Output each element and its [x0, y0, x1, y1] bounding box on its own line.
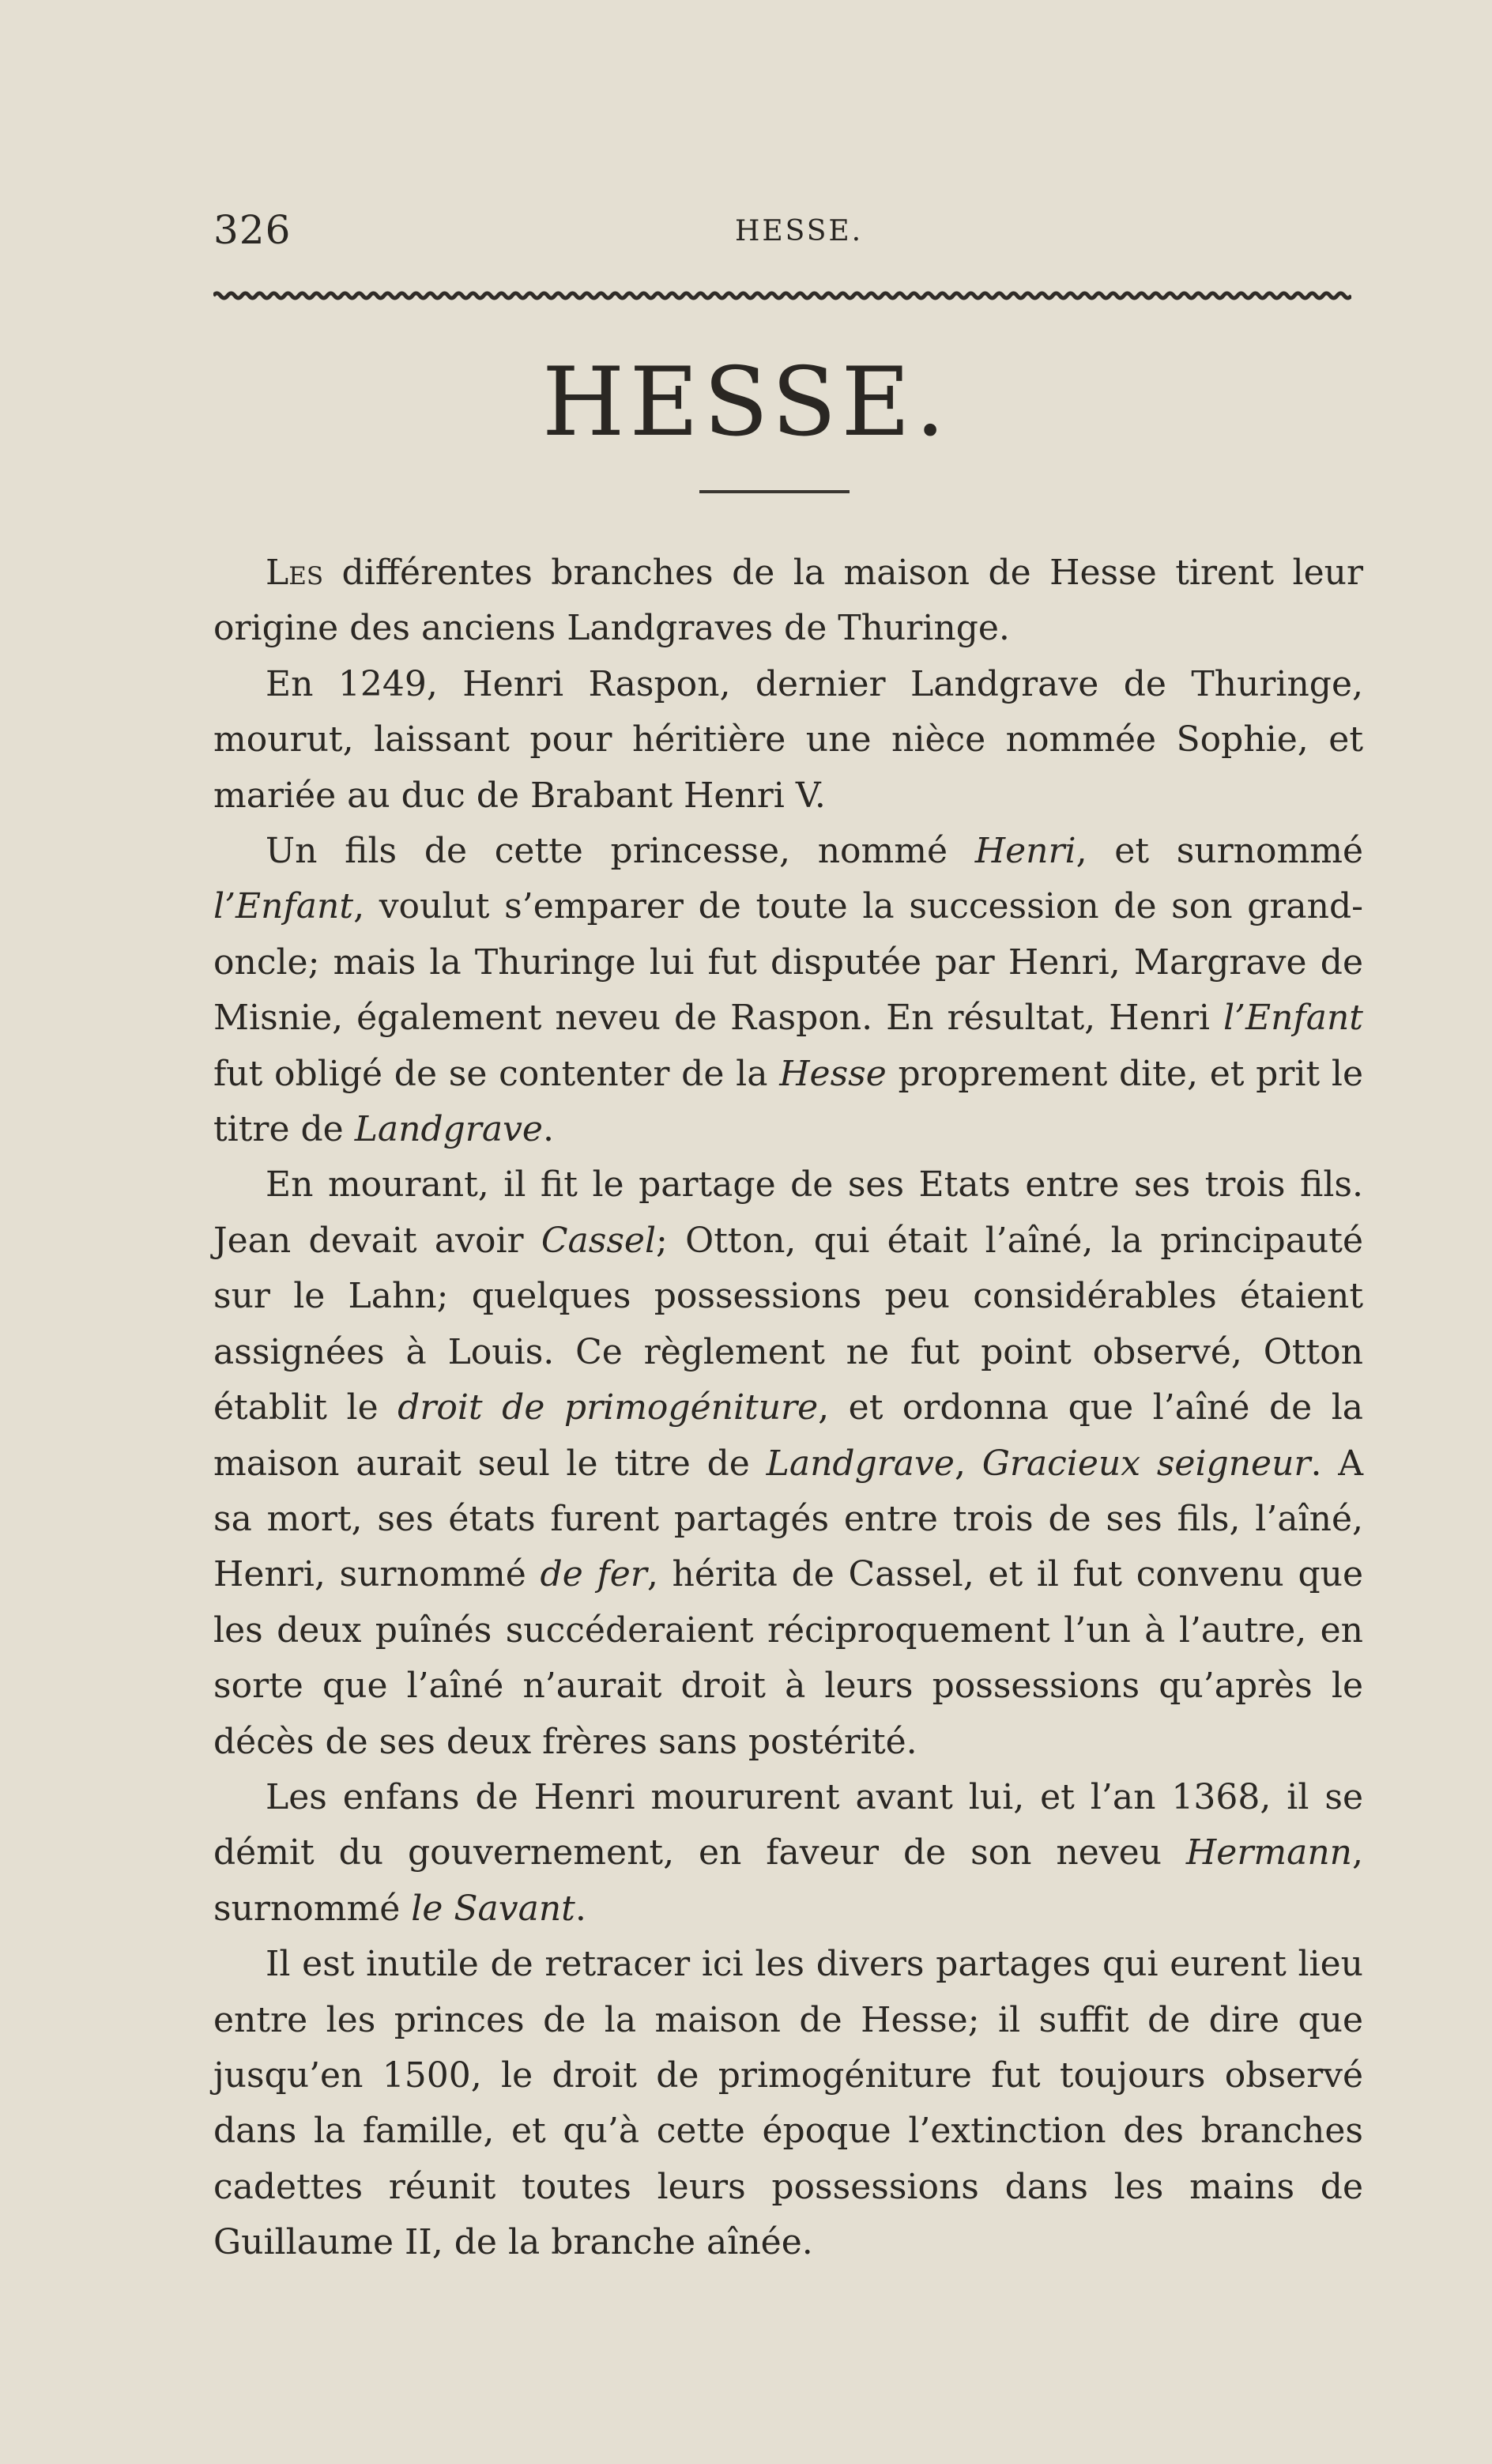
italic-run: Hermann: [1185, 1832, 1352, 1873]
text-run: proprement dite, et prit le titre de: [213, 1053, 1363, 1150]
text-run: Les enfans de Henri moururent avant lui, et l’an 1368, il se démit du gouvernement, en faveur de son neveu: [213, 1776, 1363, 1873]
text-run: , hérita de Cassel, et il fut convenu que les deux puînés succéderaient réciproquement l’un à l’autre, en sorte que l’aîné n’aurait droit à leurs possessions qu’après le décès de ses deux frères sans postérité.: [213, 1554, 1363, 1762]
text-run: , et surnommé: [1076, 831, 1363, 872]
running-title: HESSE.: [735, 215, 864, 247]
paragraph-5: [213, 1770, 1363, 1937]
paragraph-2: En 1249, Henri Raspon, dernier Landgrave de Thuringe, mourut, laissant pour héritière une nièce nommée Sophie, et mariée au duc de Brabant Henri V.: [213, 663, 1363, 816]
italic-run: Cassel: [541, 1220, 657, 1261]
title-rule: [699, 490, 850, 493]
text-run: En mourant, il fit le partage de ses Etats entre ses trois fils. Jean devait avoir: [213, 1164, 1363, 1261]
text-run: fut obligé de se contenter de la: [213, 1053, 780, 1094]
text-run: .: [575, 1888, 586, 1929]
text-run: , et ordonna que l’aîné de la maison aurait seul le titre de: [213, 1387, 1364, 1484]
text-run: .: [542, 1109, 554, 1150]
paragraph-6: Il est inutile de retracer ici les divers partages qui eurent lieu entre les princes de la maison de Hesse; il suffit de dire que jusqu’en 1500, le droit de primogéniture fut toujours observé dans la famille, et qu’à cette époque l’extinction des branches cadettes réunit toutes leurs possessions dans les mains de Guillaume II, de la branche aînée.: [213, 1944, 1363, 2263]
text-run: . A sa mort, ses états furent partagés entre trois de ses fils, l’aîné, Henri, surnommé: [213, 1443, 1363, 1595]
paragraph-4: [213, 1157, 1363, 1769]
text-run: , surnommé: [213, 1832, 1363, 1929]
paragraph-3: [213, 824, 1363, 1157]
paragraph-1-lead: Les: [266, 553, 324, 593]
italic-run: de fer: [540, 1554, 647, 1595]
chapter-title: HESSE.: [541, 348, 951, 458]
text-run: , voulut s’emparer de toute la succession de son grand-oncle; mais la Thuringe lui fut disputée par Henri, Margrave de Misnie, également neveu de Raspon. En résultat, Henri: [213, 886, 1363, 1039]
ornamental-wave-rule: [213, 286, 1351, 305]
italic-run: l’Enfant: [213, 886, 354, 927]
italic-run: Henri: [974, 831, 1076, 872]
italic-run: le Savant: [411, 1888, 575, 1929]
paragraph-1: [213, 545, 1363, 657]
italic-run: Gracieux seigneur: [981, 1443, 1311, 1484]
page-number: 326: [213, 207, 292, 253]
text-run: ; Otton, qui était l’aîné, la principauté sur le Lahn; quelques possessions peu considérables étaient assignées à Louis. Ce règlement ne fut point observé, Otton établit le: [213, 1220, 1363, 1428]
text-run: ,: [954, 1443, 982, 1484]
paragraph-1-text: différentes branches de la maison de Hesse tirent leur origine des anciens Landgraves de Thuringe.: [213, 553, 1363, 649]
text-run: Un fils de cette princesse, nommé: [266, 831, 975, 872]
page-header: [213, 207, 1367, 262]
body-text: [213, 545, 1363, 2271]
italic-run: Landgrave: [766, 1443, 955, 1484]
italic-run: Landgrave: [354, 1109, 543, 1150]
italic-run: Hesse: [779, 1053, 887, 1094]
italic-run: l’Enfant: [1223, 998, 1363, 1039]
italic-run: droit de primogéniture: [397, 1387, 819, 1428]
